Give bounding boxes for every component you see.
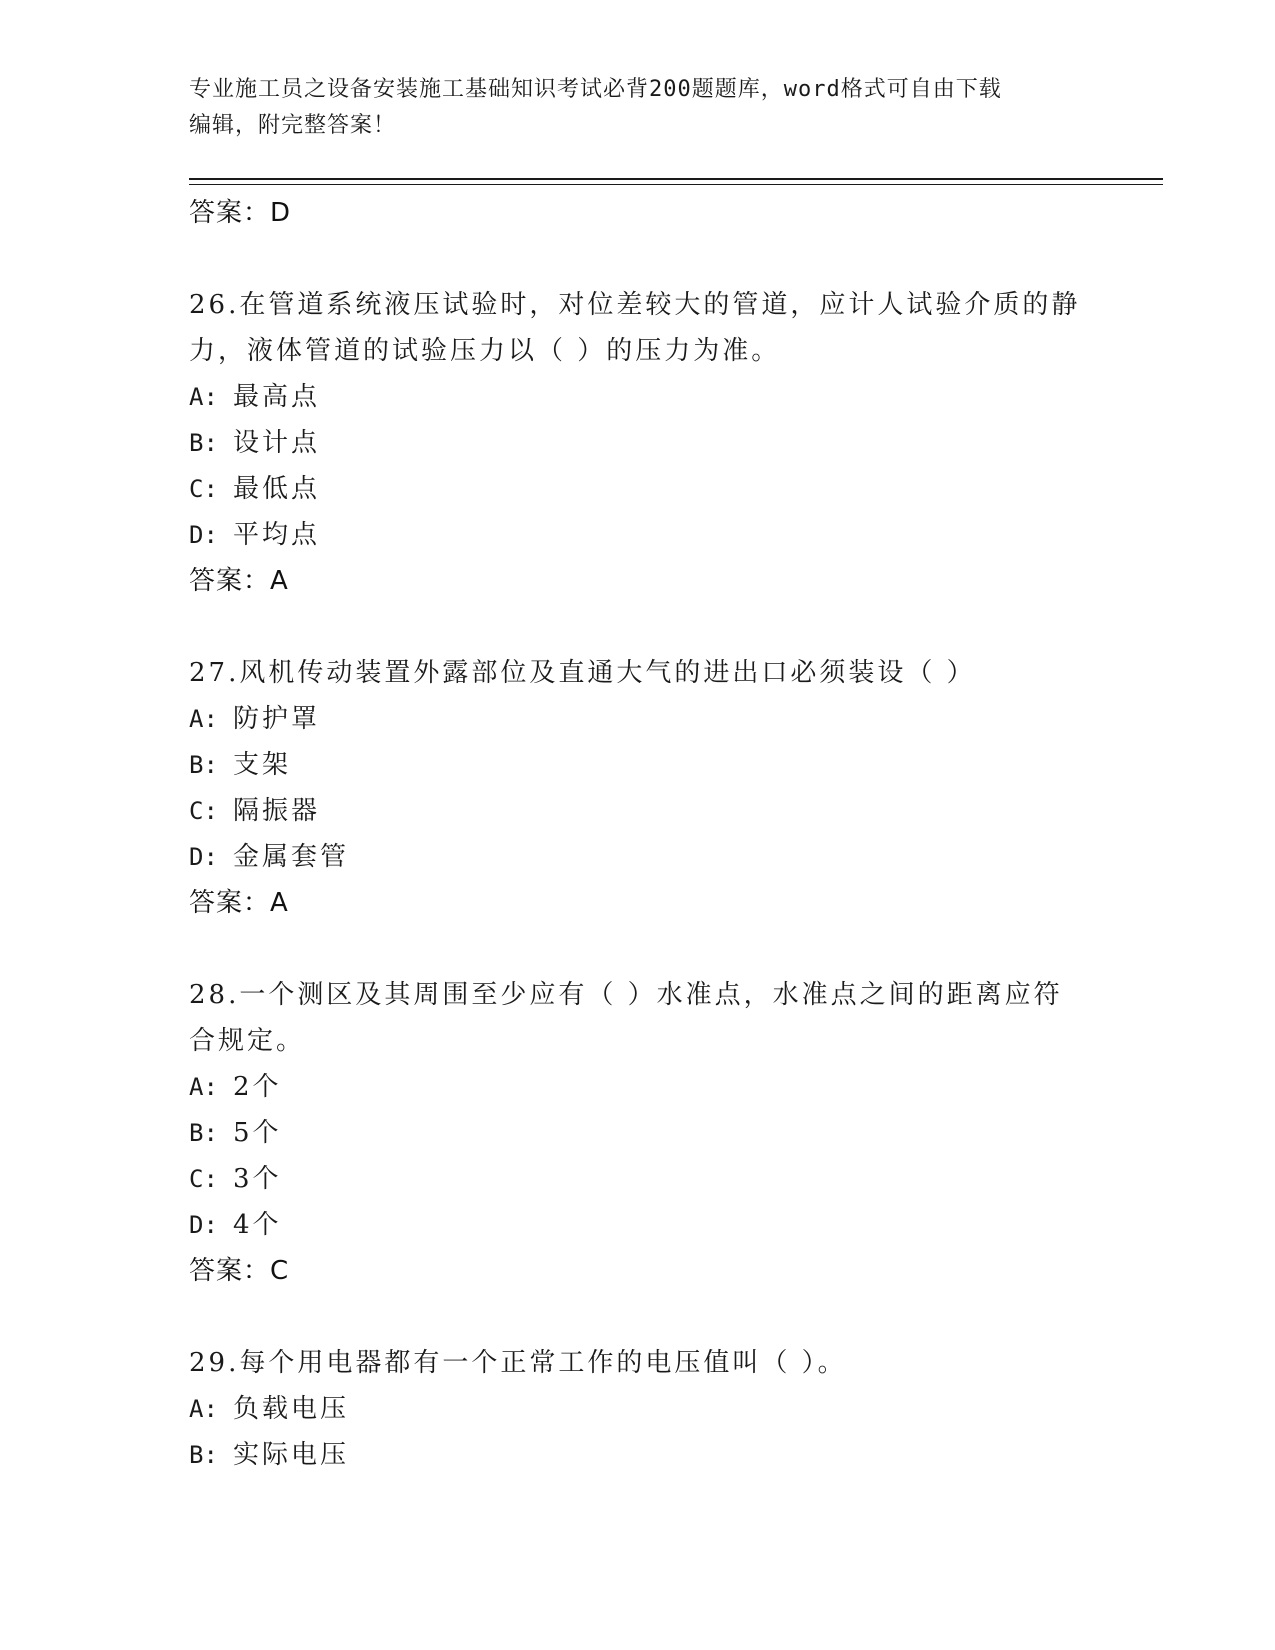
option-b <box>189 1110 1089 1156</box>
option-text: 3个 <box>233 1164 282 1194</box>
option-key: C: <box>189 797 218 825</box>
option-key: D: <box>189 1211 218 1239</box>
option-key: A: <box>189 383 218 411</box>
option-text: 4个 <box>233 1210 282 1240</box>
option-a <box>189 374 1089 420</box>
answer-value: D <box>270 198 292 228</box>
header-divider-thin <box>189 184 1163 185</box>
question-body: 每个用电器都有一个正常工作的电压值叫（ ）。 <box>239 1348 847 1378</box>
option-text: 支架 <box>233 750 292 780</box>
answer-value: A <box>270 566 289 596</box>
header-line-2: 编辑，附完整答案！ <box>189 113 397 138</box>
option-d <box>189 512 1089 558</box>
answer-line <box>189 880 1089 926</box>
answer-label: 答案： <box>189 1256 271 1286</box>
option-b <box>189 742 1089 788</box>
option-b <box>189 420 1089 466</box>
option-d <box>189 1202 1089 1248</box>
option-key: A: <box>189 705 218 733</box>
question-27 <box>189 650 1089 926</box>
question-29 <box>189 1340 1089 1478</box>
question-text <box>189 650 1089 696</box>
option-text: 隔振器 <box>233 796 321 826</box>
option-key: B: <box>189 751 218 779</box>
option-text: 实际电压 <box>233 1440 350 1470</box>
option-key: D: <box>189 521 218 549</box>
option-text: 设计点 <box>233 428 321 458</box>
option-text: 最低点 <box>233 474 321 504</box>
question-number: 26. <box>189 290 240 320</box>
option-key: A: <box>189 1073 218 1101</box>
option-a <box>189 1064 1089 1110</box>
document-body <box>189 190 1089 1478</box>
answer-value: C <box>270 1256 290 1286</box>
option-text: 2个 <box>233 1072 282 1102</box>
option-d <box>189 834 1089 880</box>
option-c <box>189 788 1089 834</box>
option-text: 金属套管 <box>233 842 350 872</box>
answer-label: 答案： <box>189 566 271 596</box>
option-text: 最高点 <box>233 382 321 412</box>
question-body: 在管道系统液压试验时，对位差较大的管道，应计人试验介质的静力，液体管道的试验压力以（ ）的压力为准。 <box>189 290 1081 366</box>
question-body: 风机传动装置外露部位及直通大气的进出口必须装设（ ） <box>239 658 976 688</box>
option-key: D: <box>189 843 218 871</box>
answer-line <box>189 558 1089 604</box>
question-number: 27. <box>189 658 240 688</box>
option-key: A: <box>189 1395 218 1423</box>
question-text <box>189 972 1089 1064</box>
question-number: 28. <box>189 980 240 1010</box>
answer-value: A <box>270 888 289 918</box>
option-text: 防护罩 <box>233 704 321 734</box>
option-text: 平均点 <box>233 520 321 550</box>
option-c <box>189 466 1089 512</box>
option-b <box>189 1432 1089 1478</box>
option-text: 5个 <box>233 1118 282 1148</box>
option-c <box>189 1156 1089 1202</box>
question-26 <box>189 282 1089 604</box>
answer-label: 答案： <box>189 888 271 918</box>
question-text <box>189 282 1089 374</box>
question-number: 29. <box>189 1348 240 1378</box>
header-divider-thick <box>189 178 1163 180</box>
option-text: 负载电压 <box>233 1394 350 1424</box>
answer-line <box>189 1248 1089 1294</box>
option-key: B: <box>189 1441 218 1469</box>
option-key: B: <box>189 1119 218 1147</box>
option-key: C: <box>189 1165 218 1193</box>
option-key: C: <box>189 475 218 503</box>
question-28 <box>189 972 1089 1294</box>
answer-label: 答案： <box>189 198 271 228</box>
document-header <box>189 72 1089 144</box>
option-a <box>189 696 1089 742</box>
question-body: 一个测区及其周围至少应有（ ）水准点，水准点之间的距离应符合规定。 <box>189 980 1063 1056</box>
answer-line <box>189 190 1089 236</box>
header-line-1: 专业施工员之设备安装施工基础知识考试必背200题题库，word格式可自由下载 <box>189 77 1002 102</box>
option-key: B: <box>189 429 218 457</box>
question-text <box>189 1340 1089 1386</box>
option-a <box>189 1386 1089 1432</box>
